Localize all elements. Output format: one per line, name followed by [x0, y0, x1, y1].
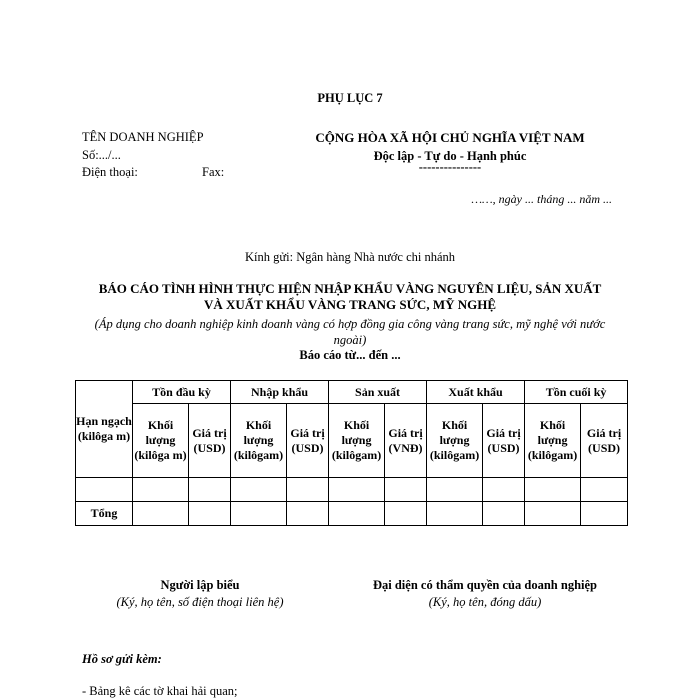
table-cell	[427, 478, 483, 502]
subheader-qty: Khối lượng (kilôgam)	[231, 404, 287, 478]
attachment-item: - Bảng kê các tờ khai hải quan;	[82, 684, 238, 698]
subheader-value: Giá trị (USD)	[483, 404, 525, 478]
total-label: Tổng	[76, 502, 133, 526]
preparer-title: Người lập biểu	[160, 578, 240, 592]
table-subheader-row	[76, 404, 628, 478]
table-cell	[287, 502, 329, 526]
table-cell	[483, 478, 525, 502]
table-cell	[329, 478, 385, 502]
subheader-qty: Khối lượng (kilôga m)	[133, 404, 189, 478]
group-header-production: Sản xuất	[329, 381, 427, 404]
group-header-opening: Tồn đầu kỳ	[133, 381, 231, 404]
table-cell	[76, 478, 133, 502]
report-table	[75, 380, 628, 526]
report-apply-note: (Áp dụng cho doanh nghiệp kinh doanh vàng có hợp đồng gia công vàng trang sức, mỹ nghệ với nước ngoài)	[94, 317, 606, 347]
table-cell	[189, 502, 231, 526]
date-line: ……, ngày ... tháng ... năm ...	[471, 192, 612, 206]
table-row	[76, 478, 628, 502]
subheader-value: Giá trị (USD)	[581, 404, 628, 478]
group-header-import: Nhập khẩu	[231, 381, 329, 404]
appendix-label: PHỤ LỤC 7	[317, 91, 383, 105]
phone-label: Điện thoại:	[82, 165, 138, 179]
fax-label: Fax:	[202, 165, 225, 179]
table-header-row	[76, 381, 628, 404]
table-cell	[385, 478, 427, 502]
attachments-heading: Hồ sơ gửi kèm:	[82, 652, 162, 666]
company-name: TÊN DOANH NGHIỆP	[82, 130, 204, 144]
report-title-line1: BÁO CÁO TÌNH HÌNH THỰC HIỆN NHẬP KHẨU VÀNG NGUYÊN LIỆU, SẢN XUẤT	[98, 281, 602, 296]
report-period: Báo cáo từ... đến ...	[299, 348, 401, 362]
table-cell	[483, 502, 525, 526]
recipient-line: Kính gửi: Ngân hàng Nhà nước chi nhánh	[244, 250, 456, 264]
subheader-qty: Khối lượng (kilôgam)	[427, 404, 483, 478]
subheader-value: Giá trị (USD)	[189, 404, 231, 478]
representative-title: Đại diện có thẩm quyền của doanh nghiệp	[372, 578, 597, 592]
table-cell	[329, 502, 385, 526]
document-number: Số:.../...	[82, 148, 121, 162]
subheader-value: Giá trị (USD)	[287, 404, 329, 478]
table-cell	[287, 478, 329, 502]
quota-header: Hạn ngạch (kilôga m)	[76, 381, 133, 478]
preparer-note: (Ký, họ tên, số điện thoại liên hệ)	[116, 595, 284, 609]
table-cell	[133, 502, 189, 526]
motto-rule: ---------------	[418, 160, 482, 174]
table-cell	[525, 478, 581, 502]
national-motto: Độc lập - Tự do - Hạnh phúc	[373, 149, 527, 163]
table-total-row	[76, 502, 628, 526]
table-cell	[525, 502, 581, 526]
table-cell	[231, 502, 287, 526]
national-title: CỘNG HÒA XÃ HỘI CHỦ NGHĨA VIỆT NAM	[315, 130, 585, 145]
representative-note: (Ký, họ tên, đóng dấu)	[428, 595, 542, 609]
subheader-qty: Khối lượng (kilôgam)	[525, 404, 581, 478]
table-cell	[581, 502, 628, 526]
report-title-line2: VÀ XUẤT KHẨU VÀNG TRANG SỨC, MỸ NGHỆ	[203, 297, 497, 312]
table-cell	[133, 478, 189, 502]
subheader-qty: Khối lượng (kilôgam)	[329, 404, 385, 478]
table-cell	[581, 478, 628, 502]
subheader-value: Giá trị (VNĐ)	[385, 404, 427, 478]
table-cell	[231, 478, 287, 502]
group-header-export: Xuất khẩu	[427, 381, 525, 404]
table-cell	[427, 502, 483, 526]
group-header-closing: Tồn cuối kỳ	[525, 381, 628, 404]
table-cell	[189, 478, 231, 502]
table-cell	[385, 502, 427, 526]
